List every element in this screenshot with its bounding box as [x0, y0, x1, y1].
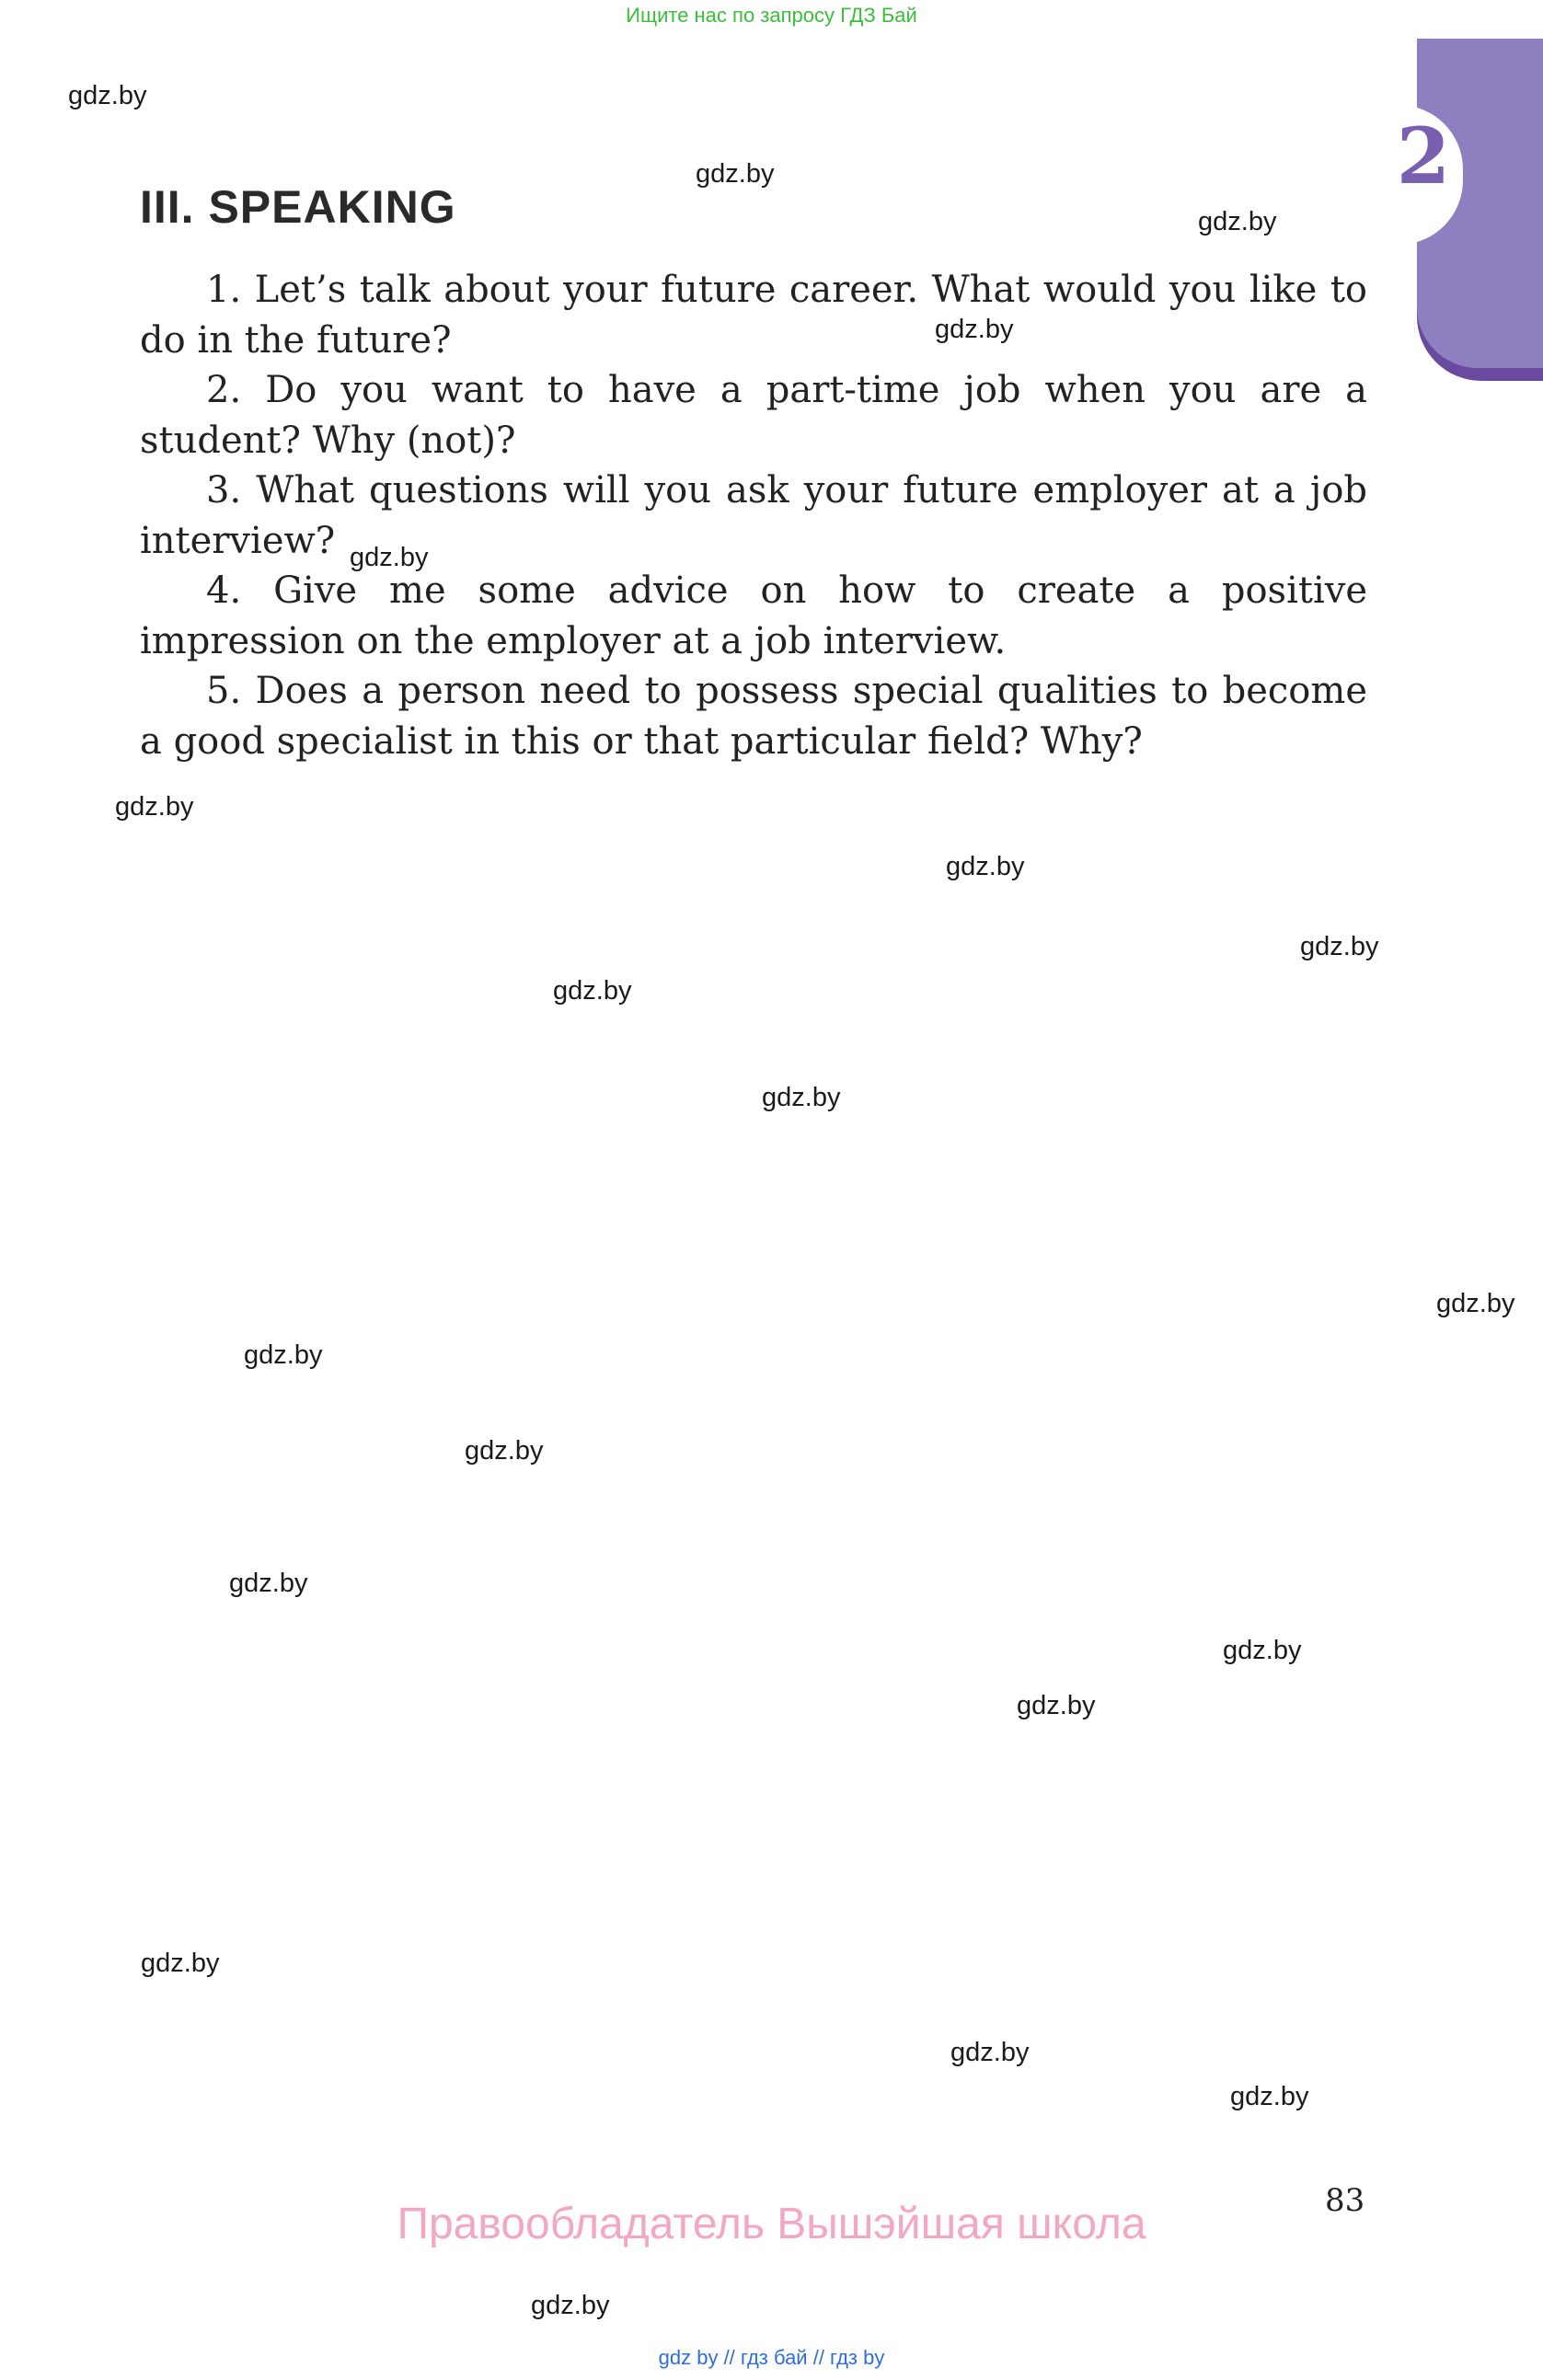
watermark: gdz.by: [1230, 2082, 1309, 2111]
chapter-tab: [1417, 39, 1543, 381]
question-1: 1. Let’s talk about your future career. What would you like to do in the future?: [140, 269, 1367, 362]
watermark: gdz.by: [696, 159, 775, 189]
watermark: gdz.by: [935, 315, 1014, 344]
watermark: gdz.by: [1300, 932, 1379, 961]
watermark: gdz.by: [115, 792, 194, 822]
watermark: gdz.by: [229, 1569, 308, 1598]
footer-links[interactable]: gdz by // гдз бай // гдз by: [658, 2346, 885, 2369]
question-3: 3. What questions will you ask your future employer at a job interview?: [140, 469, 1367, 562]
question-5: 5. Does a person need to possess special qualities to become a good specialist in this or that particular field? Why?: [140, 670, 1367, 763]
question-list: [140, 265, 1367, 766]
section-title: III. SPEAKING: [140, 181, 456, 233]
watermark: gdz.by: [762, 1083, 841, 1112]
watermark: gdz.by: [465, 1436, 544, 1466]
watermark: gdz.by: [1198, 207, 1277, 236]
watermark: gdz.by: [1017, 1691, 1096, 1720]
watermark: gdz.by: [531, 2291, 610, 2320]
copyright-notice: Правообладатель Вышэйшая школа: [397, 2200, 1146, 2248]
watermark: gdz.by: [141, 1949, 220, 1978]
watermark: gdz.by: [950, 2038, 1030, 2067]
question-4: 4. Give me some advice on how to create a positive impression on the employer at a job interview.: [140, 569, 1367, 662]
watermark: gdz.by: [244, 1340, 323, 1370]
watermark: gdz.by: [68, 81, 147, 110]
watermark: gdz.by: [553, 976, 632, 1006]
top-banner[interactable]: Ищите нас по запросу ГДЗ Бай: [626, 4, 917, 27]
watermark: gdz.by: [946, 852, 1025, 881]
watermark: gdz.by: [1223, 1636, 1302, 1665]
watermark: gdz.by: [350, 543, 429, 572]
watermark: gdz.by: [1436, 1289, 1515, 1318]
chapter-number: 2: [1396, 110, 1451, 201]
question-2: 2. Do you want to have a part-time job when you are a student? Why (not)?: [140, 369, 1367, 462]
page-number: 83: [1325, 2182, 1365, 2219]
